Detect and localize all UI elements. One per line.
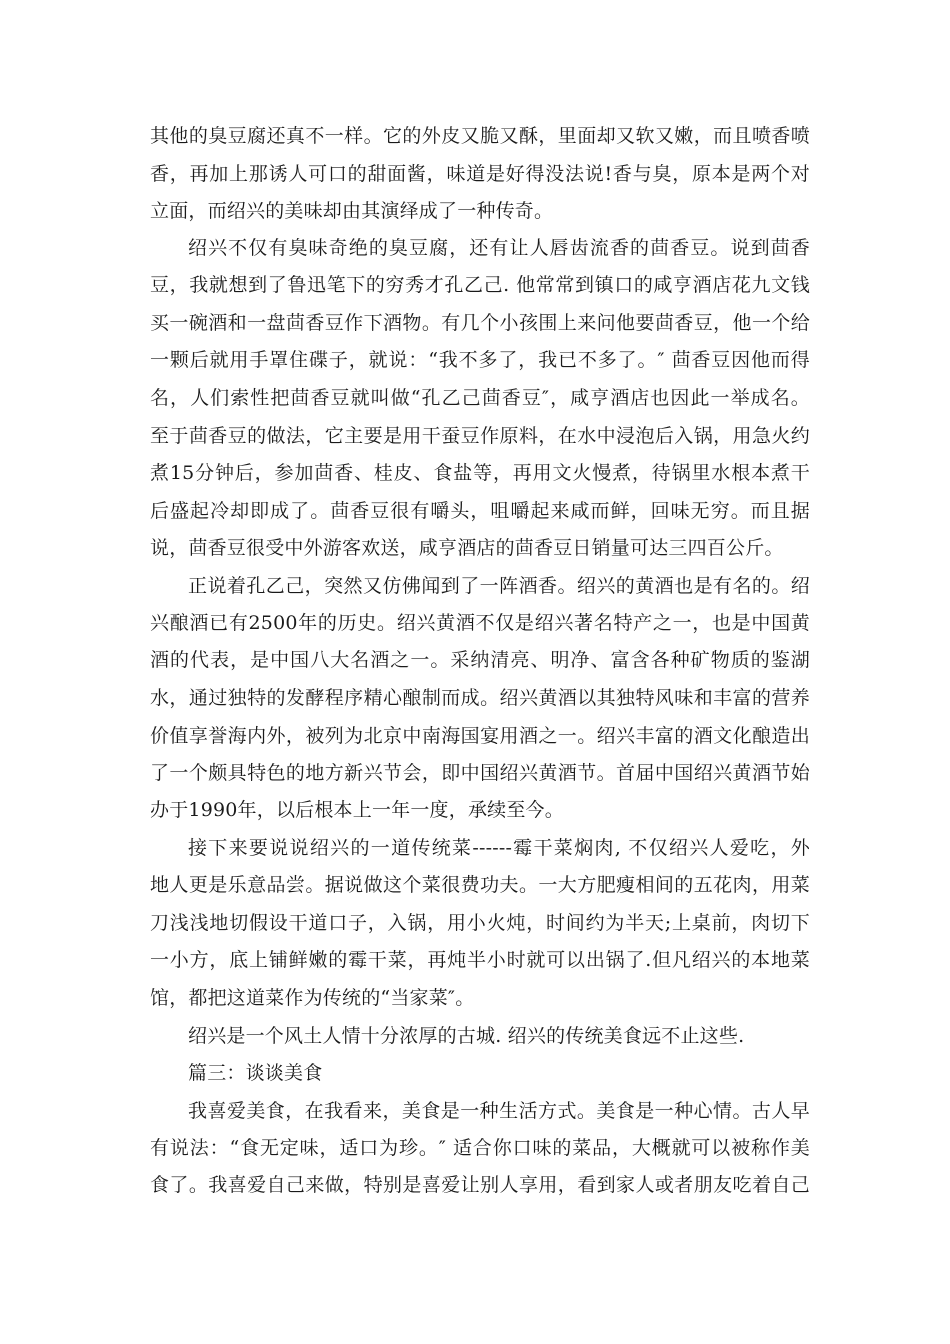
text-line: 我喜爱美食，在我看来，美食是一种生活方式。美食是一种心情。古人早 bbox=[188, 1100, 810, 1122]
text-line: 立面，而绍兴的美味却由其演绎成了一种传奇。 bbox=[150, 200, 554, 222]
text-line: 地人更是乐意品尝。据说做这个菜很费功夫。一大方肥瘦相间的五花肉，用菜 bbox=[150, 874, 810, 896]
section-heading: 篇三：谈谈美食 bbox=[188, 1062, 323, 1084]
text-line: 有说法：“食无定味，适口为珍。″ 适合你口味的菜品，大概就可以被称作美 bbox=[150, 1137, 810, 1159]
text-line: 接下来要说说绍兴的一道传统菜------霉干菜焖肉, 不仅绍兴人爱吃，外 bbox=[188, 837, 810, 859]
text-line: 绍兴是一个风土人情十分浓厚的古城. 绍兴的传统美食远不止这些. bbox=[188, 1025, 745, 1047]
text-line: 刀浅浅地切假设干道口子，入锅，用小火炖，时间约为半天;上桌前，肉切下 bbox=[150, 912, 810, 934]
text-line: 名，人们索性把茴香豆就叫做“孔乙己茴香豆″，咸亨酒店也因此一举成名。 bbox=[150, 387, 810, 409]
text-line: 价值享誉海内外，被列为北京中南海国宴用酒之一。绍兴丰富的酒文化酿造出 bbox=[150, 725, 810, 747]
text-line: 了一个颇具特色的地方新兴节会，即中国绍兴黄酒节。首届中国绍兴黄酒节始 bbox=[150, 762, 810, 784]
text-line: 馆，都把这道菜作为传统的“当家菜″。 bbox=[150, 987, 475, 1009]
text-line: 后盛起冷却即成了。茴香豆很有嚼头，咀嚼起来咸而鲜，回味无穷。而且据 bbox=[150, 500, 810, 522]
text-line: 买一碗酒和一盘茴香豆作下酒物。有几个小孩围上来问他要茴香豆，他一个给 bbox=[150, 312, 810, 334]
text-line: 酒的代表，是中国八大名酒之一。采纳清亮、明净、富含各种矿物质的鉴湖 bbox=[150, 649, 810, 671]
text-line: 水，通过独特的发酵程序精心酿制而成。绍兴黄酒以其独特风味和丰富的营养 bbox=[150, 687, 810, 709]
text-line: 绍兴不仅有臭味奇绝的臭豆腐，还有让人唇齿流香的茴香豆。说到茴香 bbox=[188, 237, 810, 259]
text-line: 办于1990年，以后根本上一年一度，承续至今。 bbox=[150, 799, 564, 821]
text-line: 兴酿酒已有2500年的历史。绍兴黄酒不仅是绍兴著名特产之一，也是中国黄 bbox=[150, 612, 810, 634]
text-line: 一小方，底上铺鲜嫩的霉干菜，再炖半小时就可以出锅了.但凡绍兴的本地菜 bbox=[150, 949, 810, 971]
text-line: 煮15分钟后，参加茴香、桂皮、食盐等，再用文火慢煮，待锅里水根本煮干 bbox=[150, 462, 810, 484]
text-line: 说，茴香豆很受中外游客欢送，咸亨酒店的茴香豆日销量可达三四百公斤。 bbox=[150, 537, 784, 559]
text-line: 正说着孔乙己，突然又仿佛闻到了一阵酒香。绍兴的黄酒也是有名的。绍 bbox=[188, 575, 810, 597]
text-line: 至于茴香豆的做法，它主要是用干蚕豆作原料，在水中浸泡后入锅，用急火约 bbox=[150, 425, 810, 447]
text-line: 食了。我喜爱自己来做，特别是喜爱让别人享用，看到家人或者朋友吃着自己 bbox=[150, 1174, 810, 1196]
text-line: 香，再加上那诱人可口的甜面酱，味道是好得没法说!香与臭，原本是两个对 bbox=[150, 163, 810, 185]
text-line: 豆，我就想到了鲁迅笔下的穷秀才孔乙己. 他常常到镇口的咸亨酒店花九文钱 bbox=[150, 274, 810, 296]
text-line: 其他的臭豆腐还真不一样。它的外皮又脆又酥，里面却又软又嫩，而且喷香喷 bbox=[150, 125, 810, 147]
text-line: 一颗后就用手罩住碟子，就说：“我不多了，我已不多了。″ 茴香豆因他而得 bbox=[150, 349, 810, 371]
